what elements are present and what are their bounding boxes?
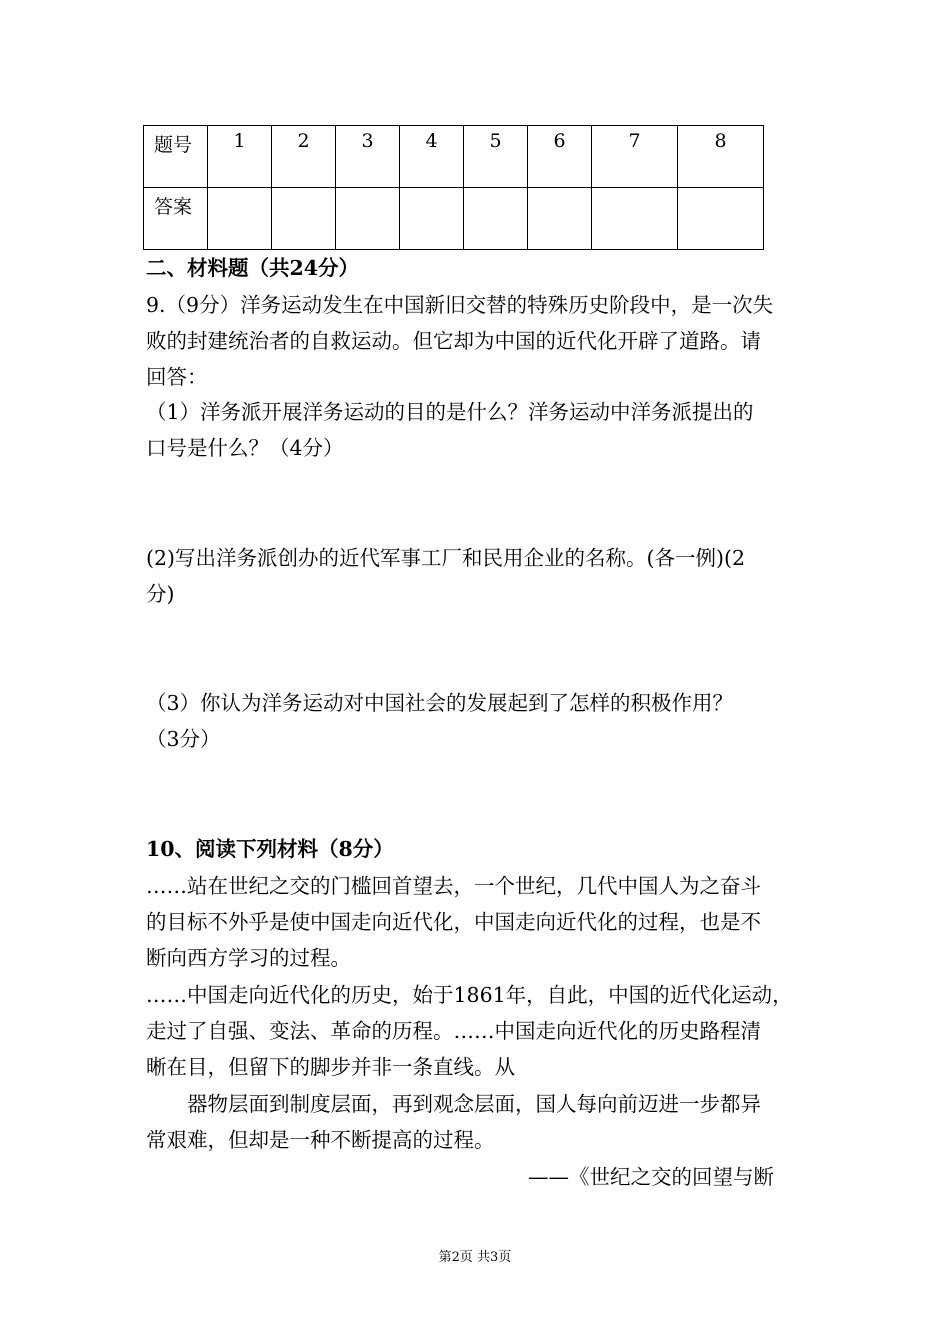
answer-cell[interactable] xyxy=(678,188,764,250)
material-line: 晰在目，但留下的脚步并非一条直线。从 xyxy=(146,1055,515,1079)
question-number-cell: 5 xyxy=(464,126,528,188)
answer-cell[interactable] xyxy=(336,188,400,250)
answer-row xyxy=(144,188,764,250)
question-9-intro: 回答： xyxy=(146,365,208,389)
material-line: 器物层面到制度层面，再到观念层面，国人每向前迈进一步都异 xyxy=(187,1092,761,1116)
answer-cell[interactable] xyxy=(592,188,678,250)
question-number-cell: 3 xyxy=(336,126,400,188)
page-footer: 第2页 共3页 xyxy=(438,1250,512,1265)
answer-cell[interactable] xyxy=(272,188,336,250)
material-line: 走过了自强、变法、革命的历程。……中国走向近代化的历史路程清 xyxy=(146,1019,761,1043)
material-line: 断向西方学习的过程。 xyxy=(146,946,351,970)
question-number-cell: 1 xyxy=(208,126,272,188)
answer-label: 答案 xyxy=(144,188,208,250)
answer-cell[interactable] xyxy=(464,188,528,250)
question-number-row xyxy=(144,126,764,188)
question-9-sub-3: （3分） xyxy=(146,727,221,751)
question-number-label: 题号 xyxy=(144,126,208,188)
section-heading: 二、材料题（共24分） xyxy=(146,256,360,280)
question-9-sub-1: （1）洋务派开展洋务运动的目的是什么？洋务运动中洋务派提出的 xyxy=(146,400,754,424)
question-9-intro: 败的封建统治者的自救运动。但它却为中国的近代化开辟了道路。请 xyxy=(146,329,761,353)
answer-cell[interactable] xyxy=(400,188,464,250)
question-number-cell: 4 xyxy=(400,126,464,188)
question-number-cell: 6 xyxy=(528,126,592,188)
answer-table xyxy=(143,125,764,250)
question-9-intro: 9.（9分）洋务运动发生在中国新旧交替的特殊历史阶段中，是一次失 xyxy=(146,293,774,317)
material-line: 常艰难，但却是一种不断提高的过程。 xyxy=(146,1128,495,1152)
question-9-sub-2: (2)写出洋务派创办的近代军事工厂和民用企业的名称。(各一例)(2 xyxy=(146,546,746,570)
material-source: ——《世纪之交的回望与断 xyxy=(528,1165,774,1189)
question-9-sub-1: 口号是什么？（4分） xyxy=(146,436,344,460)
question-9-sub-3: （3）你认为洋务运动对中国社会的发展起到了怎样的积极作用？ xyxy=(146,691,734,715)
question-number-cell: 2 xyxy=(272,126,336,188)
question-10-heading: 10、阅读下列材料（8分） xyxy=(146,837,394,861)
question-number-cell: 8 xyxy=(678,126,764,188)
material-line: ……站在世纪之交的门槛回首望去，一个世纪，几代中国人为之奋斗 xyxy=(146,874,761,898)
question-9-sub-2: 分) xyxy=(146,582,175,606)
material-line: ……中国走向近代化的历史，始于1861年，自此，中国的近代化运动， xyxy=(146,983,793,1007)
material-line: 的目标不外乎是使中国走向近代化，中国走向近代化的过程，也是不 xyxy=(146,910,761,934)
answer-cell[interactable] xyxy=(528,188,592,250)
answer-cell[interactable] xyxy=(208,188,272,250)
question-number-cell: 7 xyxy=(592,126,678,188)
